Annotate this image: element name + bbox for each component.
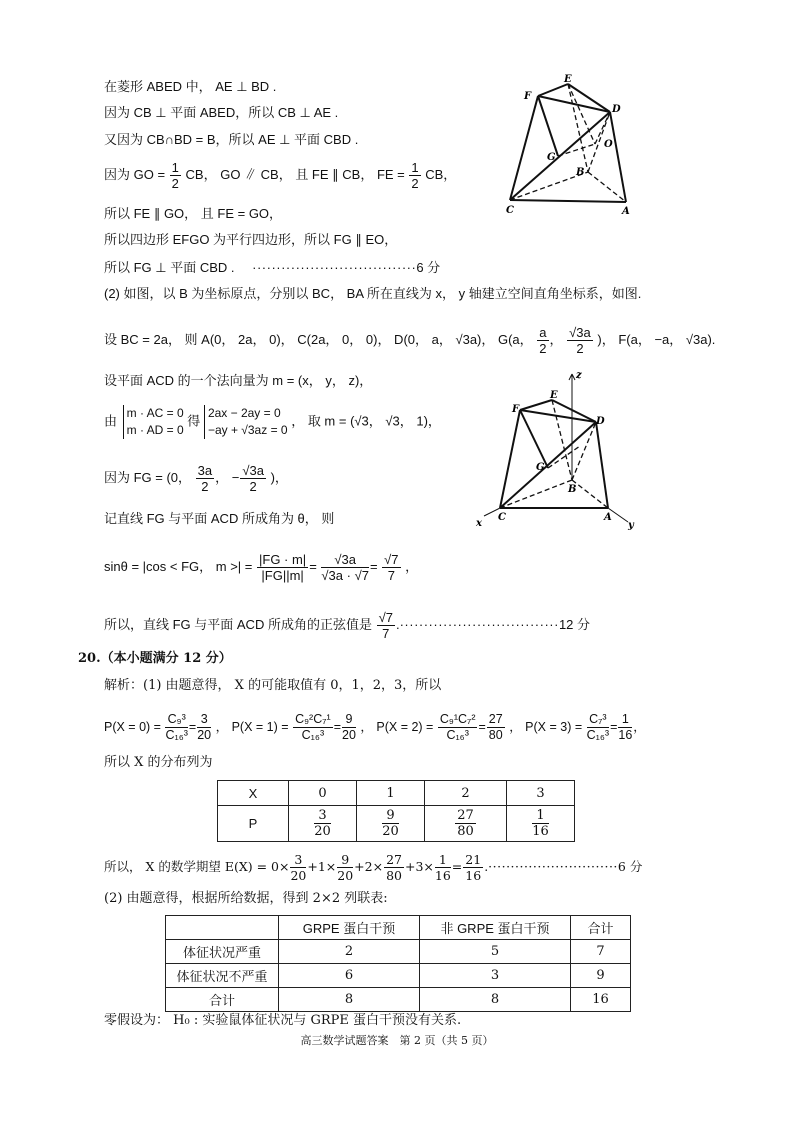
table-cell: 1 xyxy=(357,781,425,806)
fraction xyxy=(384,852,404,883)
label-C: C xyxy=(506,205,514,216)
proof-line-2: 因为 CB ⊥ 平面 ABED，所以 CB ⊥ AE . xyxy=(104,105,339,120)
numerator: 3 xyxy=(197,712,211,728)
denominator: 16 xyxy=(465,868,482,883)
score-mark: 12 分 xyxy=(558,616,591,632)
proof-line-4 xyxy=(104,160,456,191)
fraction xyxy=(290,852,306,883)
fraction xyxy=(321,552,369,583)
fraction xyxy=(618,712,632,743)
denominator: 80 xyxy=(386,868,402,883)
denominator: 16 xyxy=(434,868,451,883)
label-G: G xyxy=(547,152,556,163)
text: +3× xyxy=(404,859,434,874)
numerator: √3a xyxy=(321,552,369,568)
fraction xyxy=(196,463,214,494)
fraction xyxy=(382,808,399,839)
text: sinθ = |cos < FG， m >| = xyxy=(104,558,253,574)
numerator: C₉¹C₇² xyxy=(439,712,476,726)
axis-z-label: z xyxy=(576,370,582,381)
q20-expectation xyxy=(104,852,642,883)
coord-text: )， F(a， −a， √3a). xyxy=(597,331,716,347)
text: . xyxy=(484,859,489,874)
table-cell: GRPE 蛋白干预 xyxy=(279,916,420,940)
text: 因为 FG = (0， xyxy=(104,469,192,485)
table-row xyxy=(166,988,631,1012)
fraction xyxy=(240,463,266,494)
denominator: 7 xyxy=(387,568,395,583)
denominator: 80 xyxy=(457,824,474,839)
label-O: O xyxy=(604,139,613,150)
denominator: 20 xyxy=(290,868,307,883)
numerator: 9 xyxy=(382,808,399,824)
denominator: C₁₆³ xyxy=(446,728,469,742)
table-row xyxy=(166,940,631,964)
numerator: a xyxy=(539,325,547,340)
table-cell: 3 xyxy=(420,964,571,988)
score-dots: ································· xyxy=(399,616,559,632)
fraction xyxy=(377,610,395,641)
text: +2× xyxy=(354,859,384,874)
table-cell: 非 GRPE 蛋白干预 xyxy=(420,916,571,940)
label-C: C xyxy=(498,512,506,523)
numerator: |FG · m| xyxy=(259,552,307,567)
q20-line-1: 解析：(1) 由题意得， X 的可能取值有 0，1，2，3，所以 xyxy=(104,678,442,693)
numerator: 1 xyxy=(618,712,632,728)
proof-line-6: 所以四边形 EFGO 为平行四边形，所以 FG ∥ EO， xyxy=(104,232,398,247)
table-cell: 体征状况不严重 xyxy=(166,964,279,988)
distribution-table xyxy=(217,780,575,842)
denominator: 2 xyxy=(411,176,419,191)
numerator: 9 xyxy=(342,712,356,728)
table-cell: 体征状况严重 xyxy=(166,940,279,964)
numerator: C₇³ xyxy=(587,712,609,728)
score-dots: ····························· xyxy=(488,859,618,874)
table-cell: P xyxy=(218,806,289,842)
numerator: 27 xyxy=(386,852,402,867)
part2-line-3: 设平面 ACD 的一个法向量为 m = (x， y， z)， xyxy=(104,373,373,388)
coord-text: 设 BC = 2a， 则 A(0， 2a， 0)， C(2a， 0， 0)， D(0， a， √3a)， G(a， xyxy=(104,331,533,347)
table-cell: 6 xyxy=(279,964,420,988)
text: = xyxy=(333,719,342,734)
text: 所以， X 的数学期望 E(X) = 0× xyxy=(104,859,290,874)
table-cell xyxy=(289,806,357,842)
part2-line-8: 所以，直线 FG 与平面 ACD 所成角的正弦值是 $\frac{√7}{7}$ .·································12 分 xyxy=(104,610,591,641)
fraction-half xyxy=(409,160,420,191)
denominator: C₁₆³ xyxy=(586,728,610,742)
proof-text: CB， xyxy=(425,166,457,182)
proof-line-7 xyxy=(104,259,440,277)
part2-line-7: sinθ = |cos < FG， m >| = $\frac{|FG \cdot m|}{|FG||m|}$ = $\frac{√3a}{√3a \cdot √7}$ = $\frac{√7}{7}$ ， xyxy=(104,552,419,583)
denominator: 2 xyxy=(539,341,547,356)
text: = xyxy=(610,719,618,734)
numerator: 1 xyxy=(532,808,549,824)
denominator: √3a · √7 xyxy=(321,568,369,583)
table-cell: 2 xyxy=(279,940,420,964)
denominator: 16 xyxy=(532,824,549,839)
numerator: 1 xyxy=(171,160,179,175)
numerator: 9 xyxy=(337,852,353,868)
table-cell: 8 xyxy=(420,988,571,1012)
fraction xyxy=(463,852,483,883)
denominator: 2 xyxy=(249,479,257,494)
numerator: 27 xyxy=(488,712,503,726)
label-E: E xyxy=(550,390,558,401)
score-dots: ·································· xyxy=(252,260,417,275)
text: = xyxy=(478,719,486,734)
null-hypothesis: 零假设为： H₀ : 实验鼠体征状况与 GRPE 蛋白干预没有关系. xyxy=(104,1013,462,1028)
fraction xyxy=(537,325,548,356)
fraction xyxy=(532,808,549,839)
numerator: 3 xyxy=(290,852,306,868)
table-cell xyxy=(506,806,574,842)
table-cell: 16 xyxy=(571,988,631,1012)
proof-text: CB， GO ∥ CB， 且 FE ∥ CB， FE = xyxy=(185,166,405,182)
fraction xyxy=(257,552,308,583)
table-cell: 9 xyxy=(571,964,631,988)
pyramid-figure-1 xyxy=(500,72,640,220)
text: +1× xyxy=(307,859,337,874)
text: ， P(X = 1) = xyxy=(215,719,289,734)
part2-line-4 xyxy=(104,405,441,439)
denominator: 2 xyxy=(171,176,179,191)
text: ， xyxy=(405,558,419,574)
table-row xyxy=(166,964,631,988)
text: = xyxy=(451,859,463,874)
label-D: D xyxy=(596,416,605,427)
text: ， P(X = 3) = xyxy=(509,719,583,734)
text: ， − xyxy=(215,469,240,485)
text: ， xyxy=(633,719,646,734)
table-row xyxy=(218,781,575,806)
numerator: √3a xyxy=(569,325,591,340)
denominator: 20 xyxy=(314,824,331,839)
label-G: G xyxy=(536,462,545,473)
numerator: 27 xyxy=(457,808,474,823)
score-mark: 6 分 xyxy=(617,859,643,874)
proof-text: 所以 FG ⊥ 平面 CBD . xyxy=(104,260,235,275)
text: P(X = 0) = xyxy=(104,719,161,734)
table-cell xyxy=(166,916,279,940)
proof-line-3: 又因为 CB∩BD = B，所以 AE ⊥ 平面 CBD . xyxy=(104,132,359,147)
denominator: 16 xyxy=(618,728,633,742)
proof-text: 因为 GO = xyxy=(104,166,166,182)
page-footer: 高三数学试题答案 第 2 页（共 5 页） xyxy=(300,1034,494,1047)
fraction xyxy=(455,808,476,839)
numerator: 3a xyxy=(197,463,213,478)
text: 所以，直线 FG 与平面 ACD 所成角的正弦值是 xyxy=(104,616,372,632)
numerator: 1 xyxy=(435,852,451,868)
denominator: |FG||m| xyxy=(261,568,304,583)
denominator: 2 xyxy=(576,341,584,356)
table-cell xyxy=(357,806,425,842)
label-D: D xyxy=(612,104,621,115)
axis-y-label: y xyxy=(628,520,634,530)
fraction xyxy=(314,808,331,839)
score-mark: 6 分 xyxy=(416,260,441,275)
denominator: C₁₆³ xyxy=(165,728,188,742)
label-F: F xyxy=(512,404,520,415)
fraction xyxy=(293,712,333,743)
system-1 xyxy=(123,405,184,439)
table-cell: 5 xyxy=(420,940,571,964)
denominator: 2 xyxy=(201,479,209,494)
label-F: F xyxy=(524,91,532,102)
equation: m · AD = 0 xyxy=(126,423,184,437)
denominator: C₁₆³ xyxy=(301,728,325,742)
fraction xyxy=(567,325,593,356)
part2-line-1: (2) 如图，以 B 为坐标原点，分别以 BC， BA 所在直线为 x， y 轴建立空间直角坐标系，如图. xyxy=(104,286,642,301)
axis-x-label: x xyxy=(476,518,482,529)
table-cell: 0 xyxy=(289,781,357,806)
part2-line-2: 设 BC = 2a， 则 A(0， 2a， 0)， C(2a， 0， 0)， D(0， a， √3a)， G(a， $\frac{a}{2}$ ， $\frac{√3a}{2}$ )， F(a， −a， √3a). xyxy=(104,325,716,356)
pyramid-figure-2 xyxy=(472,368,642,530)
fraction xyxy=(165,712,187,743)
text: ， P(X = 2) = xyxy=(360,719,434,734)
table-cell: 8 xyxy=(279,988,420,1012)
label-B: B xyxy=(576,167,585,178)
question-20-title: 20.（本小题满分 12 分） xyxy=(78,651,232,666)
fraction xyxy=(587,712,609,743)
contingency-table xyxy=(165,915,631,1012)
denominator: 20 xyxy=(337,868,354,883)
fraction xyxy=(438,712,478,743)
q20-line-5: (2) 由题意得，根据所给数据，得到 2×2 列联表: xyxy=(104,891,388,906)
fraction-half xyxy=(170,160,181,191)
proof-line-1: 在菱形 ABED 中， AE ⊥ BD . xyxy=(104,79,277,94)
numerator: √7 xyxy=(378,610,393,625)
fraction xyxy=(337,852,353,883)
fraction xyxy=(487,712,505,743)
denominator: 20 xyxy=(197,728,212,742)
table-row xyxy=(166,916,631,940)
text: 由 xyxy=(104,413,118,429)
fraction xyxy=(342,712,356,743)
label-E: E xyxy=(564,74,572,85)
denominator: 7 xyxy=(382,626,390,641)
equation: −ay + √3az = 0 xyxy=(207,423,288,437)
numerator: √3a xyxy=(242,463,264,478)
q20-line-3: 所以 X 的分布列为 xyxy=(104,755,213,770)
numerator: 21 xyxy=(465,852,482,867)
numerator: 3 xyxy=(314,808,331,824)
numerator: 1 xyxy=(411,160,419,175)
proof-line-5: 所以 FE ∥ GO， 且 FE = GO， xyxy=(104,206,283,221)
denominator: 80 xyxy=(488,728,503,742)
text: 得 xyxy=(187,413,201,429)
text: ， 取 m = (√3， √3， 1)， xyxy=(291,413,441,429)
table-cell: 3 xyxy=(506,781,574,806)
table-cell: 2 xyxy=(425,781,507,806)
table-cell: X xyxy=(218,781,289,806)
table-cell: 7 xyxy=(571,940,631,964)
system-2 xyxy=(204,405,288,439)
q20-probabilities xyxy=(104,712,646,743)
numerator: C₉²C₇¹ xyxy=(295,712,331,726)
label-B: B xyxy=(568,484,577,495)
denominator: 20 xyxy=(382,824,399,839)
label-A: A xyxy=(622,206,630,217)
denominator: 20 xyxy=(342,728,356,742)
fraction xyxy=(382,552,400,583)
text: )， xyxy=(270,469,288,485)
fraction xyxy=(197,712,211,743)
equation: m · AC = 0 xyxy=(126,406,184,420)
equation: 2ax − 2ay = 0 xyxy=(207,406,281,420)
label-A: A xyxy=(604,512,612,523)
numerator: C₉³ xyxy=(165,712,187,728)
part2-line-5 xyxy=(104,463,288,494)
table-cell: 合计 xyxy=(571,916,631,940)
fraction xyxy=(435,852,451,883)
text: = xyxy=(188,719,197,734)
part2-line-6: 记直线 FG 与平面 ACD 所成角为 θ， 则 xyxy=(104,511,335,526)
table-cell: 合计 xyxy=(166,988,279,1012)
numerator: √7 xyxy=(384,552,399,567)
table-row xyxy=(218,806,575,842)
table-cell xyxy=(425,806,507,842)
